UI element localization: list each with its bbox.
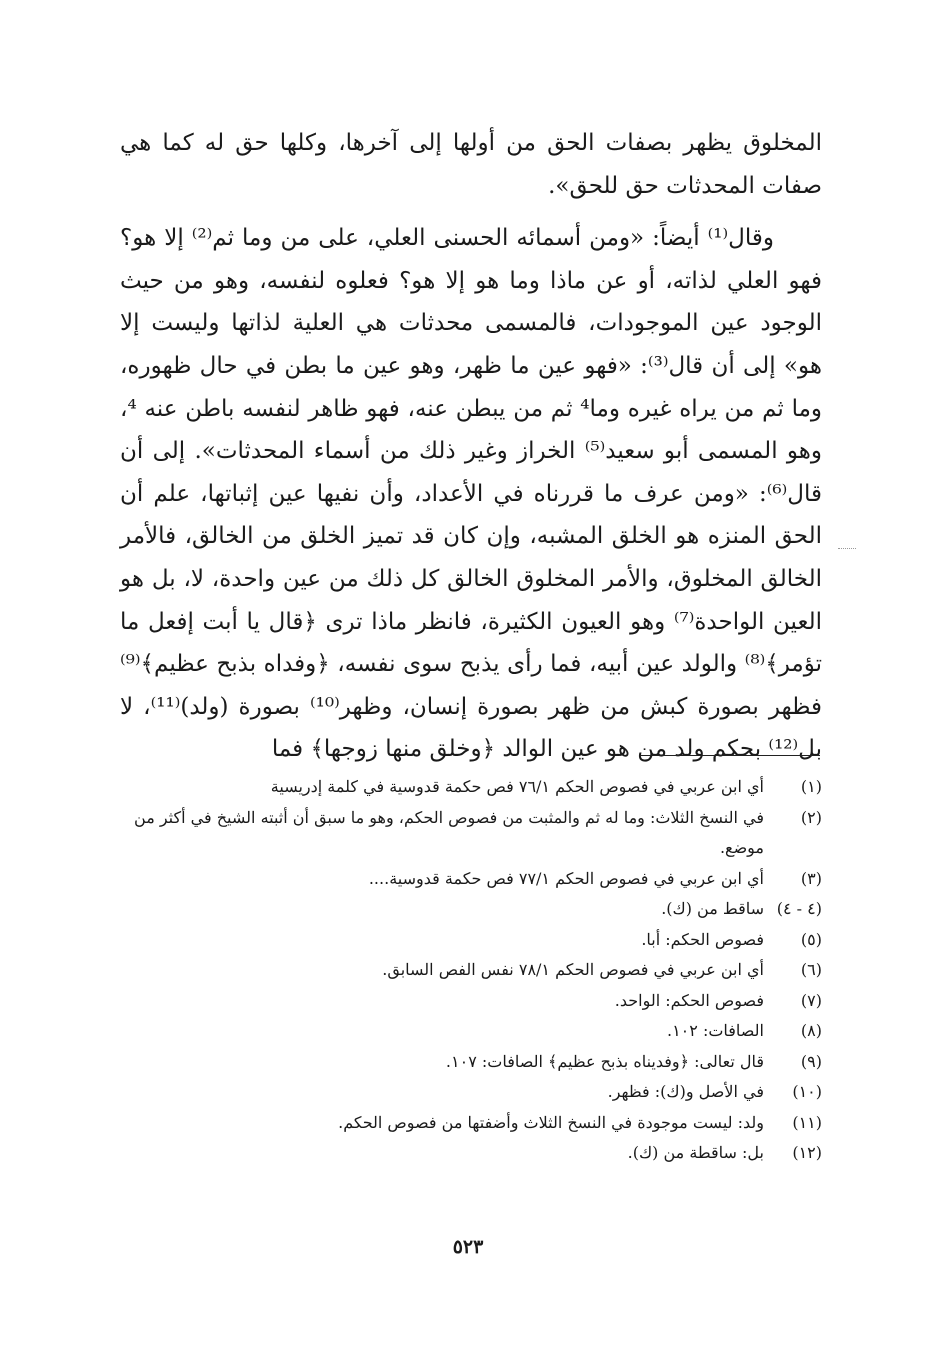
footnote-number: (١٠) (792, 1082, 822, 1101)
footnote-text: أي ابن عربي في فصوص الحكم ٧٦/١ فص حكمة قدوسية في كلمة إدريسية (270, 777, 764, 796)
footnotes-list (120, 772, 822, 1169)
main-text (120, 122, 822, 771)
footnote (120, 986, 822, 1017)
footnote (120, 803, 822, 864)
footnote-number: (٨) (800, 1021, 822, 1040)
footnote-text: بل: ساقطة من (ك). (627, 1143, 764, 1162)
footnote-text: في الأصل و(ك): فظهر. (607, 1082, 764, 1101)
footnote (120, 772, 822, 803)
footnote-number: (٧) (800, 990, 822, 1010)
footnote-text: ساقط من (ك). (661, 899, 764, 918)
footnote-divider (640, 755, 820, 756)
footnote-text: قال تعالى: ﴿وفديناه بذبح عظيم﴾ الصافات: ١٠٧. (445, 1051, 764, 1071)
footnote-number: (١٢) (792, 1143, 822, 1162)
footnote (120, 864, 822, 895)
footnote-number: (٢) (800, 807, 822, 827)
footnote-text: الصافات: ١٠٢. (666, 1021, 764, 1040)
footnote (120, 894, 822, 925)
footnote-text: فصوص الحكم: الواحد. (614, 990, 764, 1010)
footnote (120, 1108, 822, 1139)
footnote-number: (٥) (800, 929, 822, 949)
footnote-number: (٩) (800, 1051, 822, 1071)
footnote (120, 1016, 822, 1047)
footnote-text: ولد: ليست موجودة في النسخ الثلاث وأضفتها من فصوص الحكم. (338, 1112, 764, 1132)
footnote (120, 1047, 822, 1078)
footnote-text: أي ابن عربي في فصوص الحكم ٧٧/١ فص حكمة قدوسية.... (368, 868, 764, 888)
paragraph: المخلوق يظهر بصفات الحق من أولها إلى آخرها، وكلها حق له كما هي صفات المحدثات حق للحق». (120, 130, 822, 199)
footnote-number: (٦) (800, 960, 822, 979)
footnote (120, 1077, 822, 1108)
footnote (120, 955, 822, 986)
footnote-text: فصوص الحكم: أبا. (641, 929, 764, 949)
footnote-number: (٣) (800, 868, 822, 888)
footnote (120, 925, 822, 956)
footnote (120, 1138, 822, 1169)
paragraph: وقال⁽¹⁾ أيضاً: «ومن أسمائه الحسنى العلي، على من وما ثم⁽²⁾ إلا هو؟ فهو العلي لذاته، أو عن ماذا وما هو إلا هو؟ فعلوه لنفسه، وهو من حيث الوجود عين الموجودات، فالمسمى محدثات هي العلية لذاتها وليست إلا هو» إلى أن قال⁽³⁾: «فهو عين ما ظهر، وهو عين ما بطن في حال ظهوره، وما ثم من يراه غيره وما⁴ ثم من يبطن عنه، فهو ظاهر لنفسه باطن عنه ⁴، وهو المسمى أبو سعيد⁽⁵⁾ الخراز وغير ذلك من أسماء المحدثات». إلى أن قال⁽⁶⁾: «ومن عرف ما قررناه في الأعداد، وأن نفيها عين إثباتها، علم أن الحق المنزه هو الخلق المشبه، وإن كان قد تميز الخلق من الخالق، فالأمر الخالق المخلوق، والأمر المخلوق الخالق كل ذلك من عين واحدة، لا، بل هو العين الواحدة⁽⁷⁾ وهو العيون الكثيرة، فانظر ماذا ترى ﴿قال يا أبت إفعل ما تؤمر﴾⁽⁸⁾ والولد عين أبيه، فما رأى يذبح سوى نفسه، ﴿وفداه بذبح عظيم﴾⁽⁹⁾ فظهر بصورة كبش من ظهر بصورة إنسان، وظهر⁽¹⁰⁾ بصورة (ولد)⁽¹¹⁾، لا بل⁽¹²⁾ بحكم ولد من هو عين الوالد ﴿وخلق منها زوجها﴾ فما (120, 225, 822, 763)
footnote-text: أي ابن عربي في فصوص الحكم ٧٨/١ نفس الفص السابق. (382, 960, 764, 979)
page-number: ٥٢٣ (452, 1236, 484, 1258)
footnote-number: (١) (800, 777, 822, 796)
margin-mark (838, 548, 856, 549)
footnote-number: (٤ - ٤) (776, 899, 822, 918)
footnote-number: (١١) (792, 1112, 822, 1132)
footnote-text: في النسخ الثلاث: وما له ثم والمثبت من فصوص الحكم، وهو ما سبق أن أثبته الشيخ في أكثر من موضع. (134, 807, 764, 857)
